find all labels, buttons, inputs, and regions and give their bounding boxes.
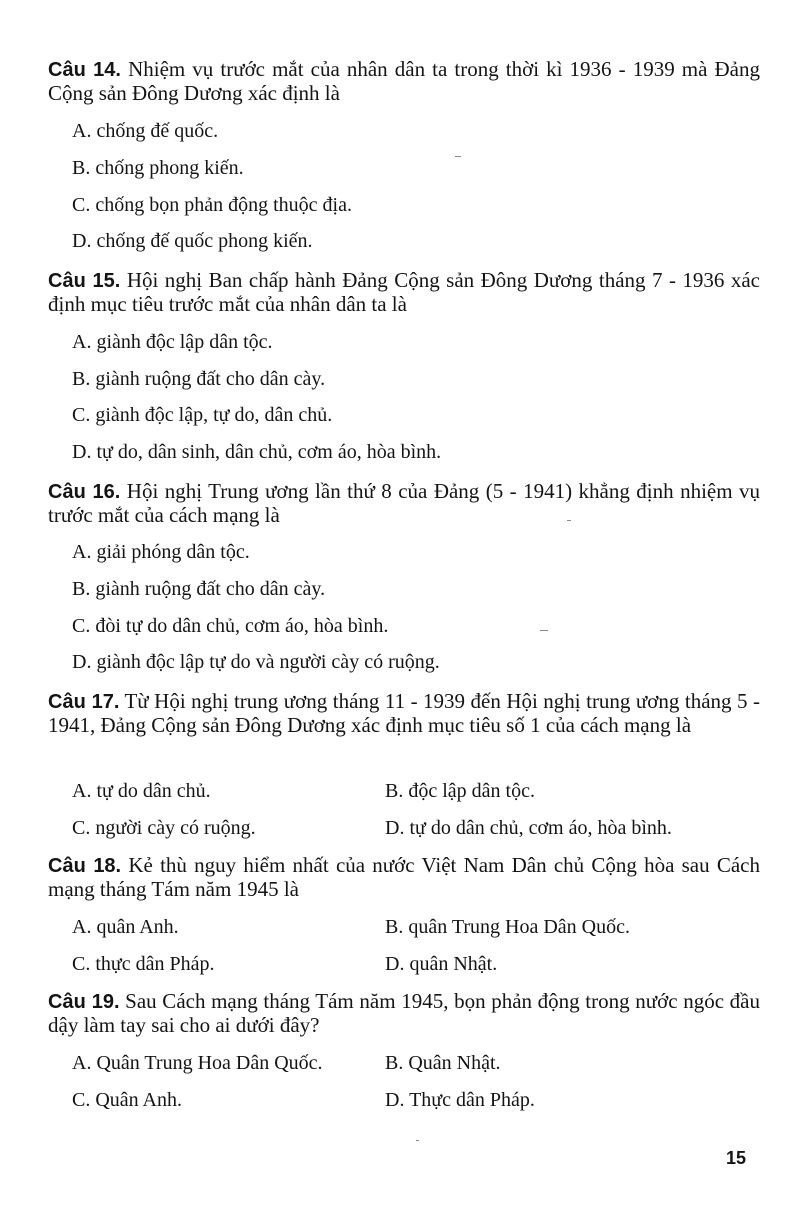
question-19-option-b: B. Quân Nhật. [385,1052,501,1074]
question-18-prompt: Kẻ thù nguy hiểm nhất của nước Việt Nam Dân chủ Cộng hòa sau Cách mạng tháng Tám năm 1945 là [48,853,761,901]
question-19-prompt: Sau Cách mạng tháng Tám năm 1945, bọn phản động trong nước ngóc đầu dậy làm tay sai cho ai dưới đây? [48,989,760,1037]
scan-speck [455,156,461,157]
question-17-option-a: A. tự do dân chủ. [72,780,211,802]
scan-speck [540,630,548,631]
question-16-option-c: C. đòi tự do dân chủ, cơm áo, hòa bình. [72,615,389,637]
question-18 [48,854,760,984]
question-19-label: Câu 19. [48,991,120,1013]
question-15-text [48,269,760,316]
question-14-prompt: Nhiệm vụ trước mắt của nhân dân ta trong thời kì 1936 - 1939 mà Đảng Cộng sản Đông Dương xác định là [48,57,760,105]
question-18-label: Câu 18. [48,855,122,877]
question-14 [48,58,760,258]
question-16-option-b: B. giành ruộng đất cho dân cày. [72,578,326,600]
question-16-prompt: Hội nghị Trung ương lần thứ 8 của Đảng (5 - 1941) khẳng định nhiệm vụ trước mắt của cách mạng là [48,479,760,527]
question-18-text [48,854,760,901]
question-15-label: Câu 15. [48,270,121,292]
question-18-option-c: C. thực dân Pháp. [72,953,215,975]
question-14-label: Câu 14. [48,59,121,81]
question-17-option-d: D. tự do dân chủ, cơm áo, hòa bình. [385,817,672,839]
question-17-option-c: C. người cày có ruộng. [72,817,256,839]
page-number: 15 [726,1148,747,1168]
question-19 [48,990,760,1120]
question-15-option-c: C. giành độc lập, tự do, dân chủ. [72,404,333,426]
question-17-label: Câu 17. [48,691,120,713]
question-15-option-a: A. giành độc lập dân tộc. [72,331,273,353]
question-16-text [48,480,760,527]
question-18-option-a: A. quân Anh. [72,916,179,938]
question-14-option-d: D. chống đế quốc phong kiến. [72,230,313,252]
question-16-option-a: A. giải phóng dân tộc. [72,541,250,563]
question-17-option-b: B. độc lập dân tộc. [385,780,535,802]
question-16 [48,480,760,680]
question-14-text [48,58,760,105]
question-15 [48,269,760,469]
question-15-option-b: B. giành ruộng đất cho dân cày. [72,368,326,390]
question-14-option-c: C. chống bọn phản động thuộc địa. [72,194,352,216]
question-19-option-c: C. Quân Anh. [72,1089,182,1111]
question-17-text [48,690,760,737]
question-19-option-d: D. Thực dân Pháp. [385,1089,535,1111]
question-19-option-a: A. Quân Trung Hoa Dân Quốc. [72,1052,323,1074]
scan-speck [416,1140,419,1141]
question-17-prompt: Từ Hội nghị trung ương tháng 11 - 1939 đến Hội nghị trung ương tháng 5 - 1941, Đảng Cộng sản Đông Dương xác định mục tiêu số 1 của cách mạng là [48,689,760,737]
question-15-option-d: D. tự do, dân sinh, dân chủ, cơm áo, hòa bình. [72,441,442,463]
question-14-option-a: A. chống đế quốc. [72,120,219,142]
question-15-prompt: Hội nghị Ban chấp hành Đảng Cộng sản Đông Dương tháng 7 - 1936 xác định mục tiêu trước mắt của nhân dân ta là [48,268,760,316]
question-19-text [48,990,760,1037]
question-18-option-d: D. quân Nhật. [385,953,498,975]
question-14-option-b: B. chống phong kiến. [72,157,244,179]
question-18-option-b: B. quân Trung Hoa Dân Quốc. [385,916,630,938]
question-16-label: Câu 16. [48,481,121,503]
question-16-option-d: D. giành độc lập tự do và người cày có ruộng. [72,651,440,673]
scan-speck [567,520,571,521]
question-17 [48,690,760,850]
